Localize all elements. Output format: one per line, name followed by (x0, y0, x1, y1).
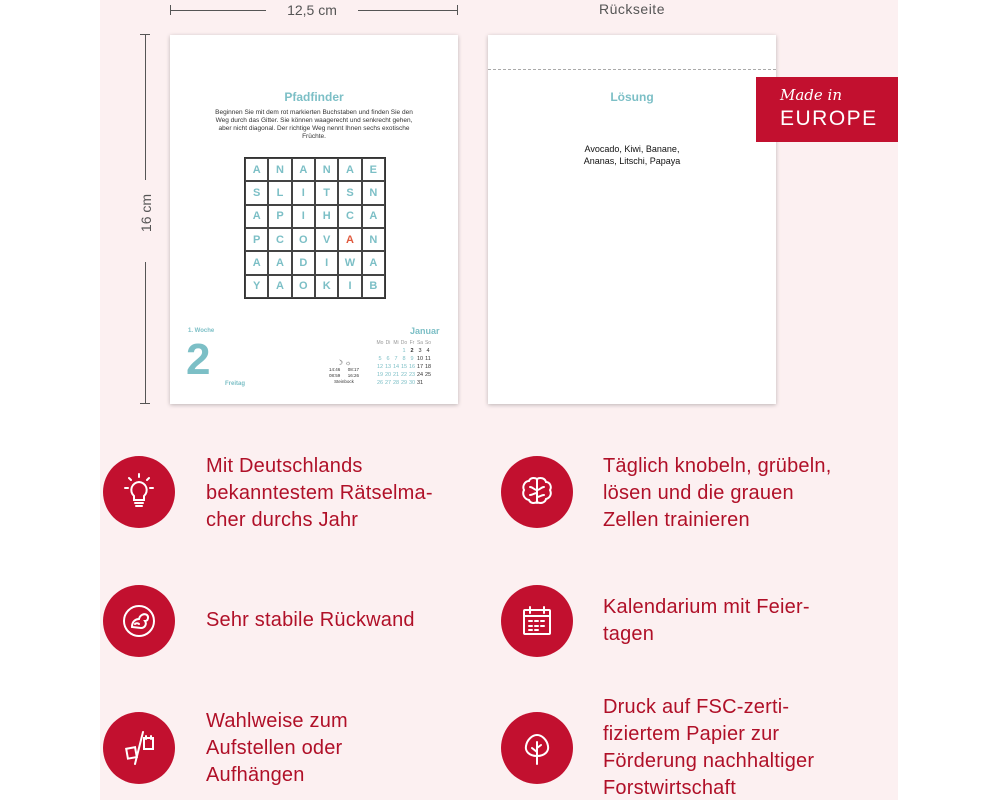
calendar-icon (515, 599, 559, 643)
feature-1-line-2: Zellen trainieren (603, 509, 750, 531)
weekday-header: Mi (393, 340, 399, 346)
grid-cell: A (268, 251, 291, 274)
calendar-day: 9 (410, 356, 414, 362)
calendar-day: 15 (400, 364, 408, 370)
height-dimension-tick-bottom (140, 403, 150, 404)
calendar-day: 25 (424, 372, 432, 378)
grid-cell: A (292, 158, 315, 181)
feature-4-circle (103, 712, 175, 784)
calendar-day: 30 (408, 380, 416, 386)
height-dimension-line-top (145, 34, 146, 180)
calendar-day: 23 (408, 372, 416, 378)
moon-info (329, 361, 359, 385)
calendar-day: 28 (392, 380, 400, 386)
badge-script-text: Made in (780, 86, 843, 104)
lightbulb-icon (117, 470, 161, 514)
day-number: 2 (186, 335, 211, 384)
weekday-header: Di (385, 340, 391, 346)
feature-3-text (603, 594, 810, 648)
feature-5-line-0: Druck auf FSC-zerti- (603, 696, 790, 718)
calendar-day: 18 (424, 364, 432, 370)
calendar-day: 12 (376, 364, 384, 370)
calendar-week-row (376, 380, 432, 386)
calendar-weekday-header (376, 340, 432, 346)
stand-hang-icon (117, 726, 161, 770)
tree-icon (515, 726, 559, 770)
feature-0-line-0: Mit Deutschlands (206, 455, 363, 477)
moon-sun-icon: ☽ ☼ (336, 360, 352, 367)
calendar-week-row (376, 364, 432, 370)
grid-cell: N (362, 181, 385, 204)
width-dimension-line-left (170, 10, 266, 11)
feature-0-circle (103, 456, 175, 528)
feature-5-text (603, 694, 814, 800)
grid-cell: V (315, 228, 338, 251)
perforation-line (488, 69, 776, 70)
grid-cell: B (362, 275, 385, 298)
grid-cell: A (268, 275, 291, 298)
grid-cell: A (338, 158, 361, 181)
weekday-header: Mo (376, 340, 384, 346)
grid-cell: A (245, 158, 268, 181)
feature-4-text (206, 708, 348, 789)
feature-3-line-1: tagen (603, 623, 655, 645)
weekday-header: Fr (409, 340, 415, 346)
feature-2-text (206, 607, 415, 634)
calendar-day: 22 (400, 372, 408, 378)
feature-1-circle (501, 456, 573, 528)
grid-cell: D (292, 251, 315, 274)
calendar-week-row (376, 372, 432, 378)
grid-cell: P (268, 205, 291, 228)
calendar-day: 17 (416, 364, 424, 370)
letter-grid (244, 157, 386, 299)
feature-2-line-0: Sehr stabile Rückwand (206, 609, 415, 631)
calendar-front-page (170, 35, 458, 404)
feature-5-circle (501, 712, 573, 784)
grid-cell: W (338, 251, 361, 274)
calendar-day: 19 (376, 372, 384, 378)
grid-cell: Y (245, 275, 268, 298)
puzzle-title: Pfadfinder (284, 90, 344, 104)
week-label: 1. Woche (188, 328, 215, 334)
calendar-day: 3 (418, 348, 422, 354)
feature-3-line-0: Kalendarium mit Feier- (603, 596, 810, 618)
weekday-header: So (424, 340, 432, 346)
feature-5-line-3: Forstwirtschaft (603, 777, 737, 799)
grid-cell: N (268, 158, 291, 181)
calendar-day: 21 (392, 372, 400, 378)
solution-line-2: Ananas, Litschi, Papaya (583, 156, 681, 166)
calendar-day: 8 (402, 356, 406, 362)
weekday-header: Sa (416, 340, 424, 346)
sun-times: 08:17 16:26 (347, 367, 359, 378)
height-dimension-label: 16 cm (138, 193, 154, 233)
grid-cell: H (315, 205, 338, 228)
grid-cell: S (245, 181, 268, 204)
grid-cell: O (292, 228, 315, 251)
grid-cell: K (315, 275, 338, 298)
grid-cell: T (315, 181, 338, 204)
calendar-day: 4 (426, 348, 430, 354)
grid-cell: I (315, 251, 338, 274)
grid-cell: O (292, 275, 315, 298)
puzzle-instructions: Beginnen Sie mit dem rot markierten Buchstaben und finden Sie den Weg durch das Gitter. Sie können waagerecht und senkrecht gehen, aber nicht diagonal. Der richtige Weg nennt Ihnen sechs exotische Früchte. (215, 109, 413, 140)
feature-3-circle (501, 585, 573, 657)
month-label: Januar (410, 326, 440, 336)
solution-text (488, 143, 776, 167)
feature-5-line-2: Förderung nachhaltiger (603, 750, 815, 772)
calendar-day: 24 (416, 372, 424, 378)
feature-1-line-0: Täglich knobeln, grübeln, (603, 455, 832, 477)
feature-0-text (206, 453, 433, 534)
moon-times: 14:46 08:59 (329, 367, 341, 378)
width-dimension-line-right (358, 10, 458, 11)
feature-4-line-2: Aufhängen (206, 764, 305, 786)
grid-cell: E (362, 158, 385, 181)
brain-icon (515, 470, 559, 514)
calendar-day: 10 (416, 356, 424, 362)
feature-1-text (603, 453, 831, 534)
calendar-day: 6 (386, 356, 390, 362)
grid-cell: I (292, 181, 315, 204)
calendar-day: 7 (394, 356, 398, 362)
calendar-day: 14 (392, 364, 400, 370)
badge-europe-text: EUROPE (780, 107, 878, 130)
grid-cell: N (315, 158, 338, 181)
grid-cell: I (338, 275, 361, 298)
grid-cell: A (362, 251, 385, 274)
calendar-day: 31 (416, 380, 424, 386)
grid-cell: S (338, 181, 361, 204)
grid-cell: C (338, 205, 361, 228)
calendar-day: 16 (408, 364, 416, 370)
grid-cell: A (362, 205, 385, 228)
zodiac-label: Steinbock (334, 379, 354, 384)
calendar-back-page (488, 35, 776, 404)
weekday-header: Do (400, 340, 408, 346)
feature-0-line-1: bekanntestem Rätselma- (206, 482, 433, 504)
feature-2-circle (103, 585, 175, 657)
calendar-day: 27 (384, 380, 392, 386)
feature-4-line-0: Wahlweise zum (206, 710, 348, 732)
grid-cell: C (268, 228, 291, 251)
made-in-europe-badge (756, 77, 898, 142)
calendar-day: 20 (384, 372, 392, 378)
calendar-day: 5 (378, 356, 382, 362)
feature-1-line-1: lösen und die grauen (603, 482, 794, 504)
height-dimension-line-bottom (145, 262, 146, 404)
grid-cell: A (245, 251, 268, 274)
solution-line-1: Avocado, Kiwi, Banane, (584, 144, 680, 154)
grid-cell: A (338, 228, 361, 251)
back-side-label: Rückseite (599, 1, 665, 17)
calendar-day: 1 (402, 348, 406, 354)
grid-cell: P (245, 228, 268, 251)
calendar-week-row (376, 348, 432, 354)
feature-4-line-1: Aufstellen oder (206, 737, 343, 759)
calendar-day: 2 (410, 348, 414, 354)
calendar-day: 11 (425, 356, 431, 362)
grid-cell: N (362, 228, 385, 251)
day-name: Freitag (225, 381, 246, 387)
solution-title: Lösung (610, 90, 654, 104)
grid-cell: L (268, 181, 291, 204)
width-dimension-label: 12,5 cm (287, 2, 337, 18)
calendar-week-row (376, 356, 432, 362)
grid-cell: I (292, 205, 315, 228)
grid-cell: A (245, 205, 268, 228)
strong-arm-icon (117, 599, 161, 643)
calendar-day: 26 (376, 380, 384, 386)
width-dimension-tick-right (457, 5, 458, 15)
feature-0-line-2: cher durchs Jahr (206, 509, 359, 531)
feature-5-line-1: fiziertem Papier zur (603, 723, 780, 745)
calendar-day: 29 (400, 380, 408, 386)
calendar-day: 13 (384, 364, 392, 370)
